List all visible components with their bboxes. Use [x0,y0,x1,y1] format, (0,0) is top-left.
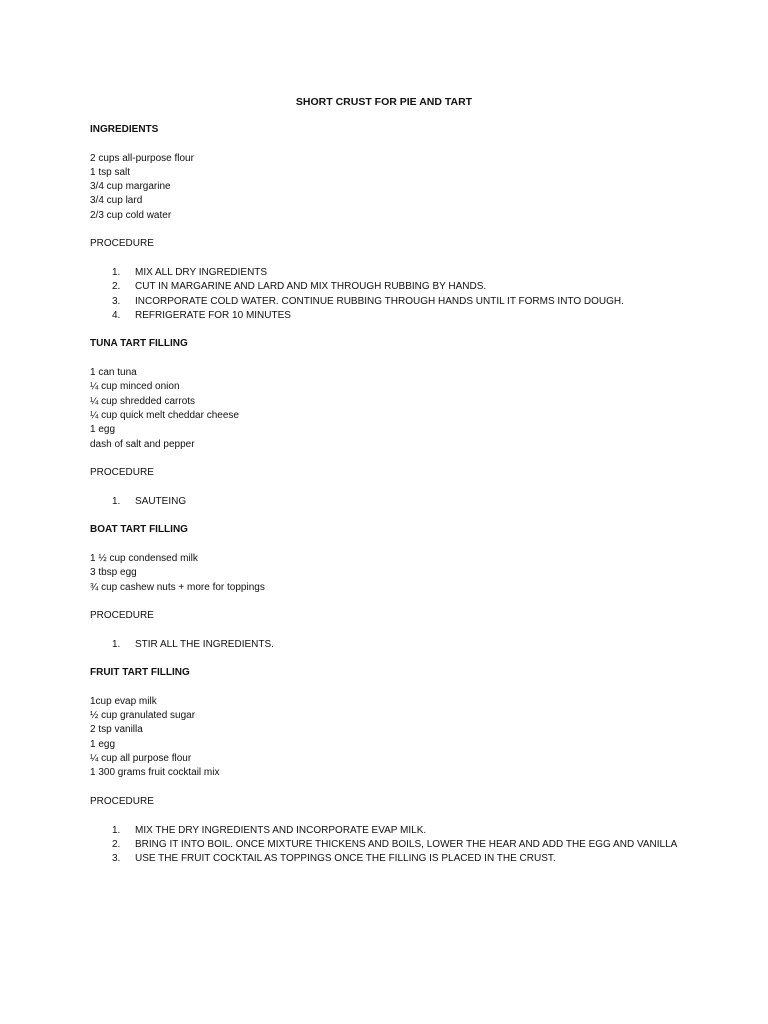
procedure-steps [90,495,690,509]
step-text: USE THE FRUIT COCKTAIL AS TOPPINGS ONCE THE FILLING IS PLACED IN THE CRUST. [135,853,556,865]
step-text: BRING IT INTO BOIL. ONCE MIXTURE THICKENS AND BOILS, LOWER THE HEAR AND ADD THE EGG AND VANILLA [135,838,678,850]
step-number: 1. [112,638,121,650]
section-heading: TUNA TART FILLING [90,338,188,350]
procedure-step [90,295,690,309]
ingredient-item: 2/3 cup cold water [90,209,172,221]
procedure-step [90,638,690,652]
procedure-step [90,852,690,866]
procedure-step [90,309,690,323]
procedure-step [90,266,690,280]
ingredient-item: ¼ cup shredded carrots [90,395,196,407]
ingredient-item: ¾ cup cashew nuts + more for toppings [90,581,265,593]
ingredient-list [90,366,690,452]
ingredient-list [90,552,690,595]
step-text: INCORPORATE COLD WATER. CONTINUE RUBBING THROUGH HANDS UNTIL IT FORMS INTO DOUGH. [135,295,624,307]
ingredient-item: 3/4 cup margarine [90,181,171,193]
ingredient-item: ¼ cup all purpose flour [90,753,192,765]
ingredient-item: 1 egg [90,424,116,436]
ingredient-item: 1 ½ cup condensed milk [90,552,198,564]
tuna-section [90,337,690,509]
document-title: SHORT CRUST FOR PIE AND TART [295,96,473,108]
crust-section [90,123,690,323]
step-text: REFRIGERATE FOR 10 MINUTES [135,309,291,321]
step-number: 4. [112,309,121,321]
ingredient-item: 1 tsp salt [90,166,131,178]
step-text: SAUTEING [135,495,187,507]
ingredient-item: ¼ cup quick melt cheddar cheese [90,409,239,421]
section-heading: FRUIT TART FILLING [90,667,190,679]
procedure-label: PROCEDURE [90,238,154,250]
step-number: 3. [112,853,121,865]
ingredient-list [90,152,690,223]
step-text: CUT IN MARGARINE AND LARD AND MIX THROUGH RUBBING BY HANDS. [135,281,487,293]
procedure-label: PROCEDURE [90,467,154,479]
ingredient-item: 2 tsp vanilla [90,724,143,736]
step-text: MIX ALL DRY INGREDIENTS [135,266,268,278]
fruit-section [90,666,690,866]
document-body [90,123,690,866]
boat-section [90,523,690,652]
ingredient-item: 1 can tuna [90,367,137,379]
step-number: 2. [112,281,121,293]
procedure-step [90,495,690,509]
step-number: 1. [112,266,121,278]
procedure-step [90,824,690,838]
ingredient-item: ¼ cup minced onion [90,381,180,393]
step-number: 1. [112,495,121,507]
ingredient-item: 3/4 cup lard [90,195,143,207]
step-text: MIX THE DRY INGREDIENTS AND INCORPORATE EVAP MILK. [135,824,427,836]
step-number: 3. [112,295,121,307]
procedure-steps [90,824,690,867]
ingredient-item: 1cup evap milk [90,695,157,707]
ingredient-item: dash of salt and pepper [90,438,195,450]
section-heading: INGREDIENTS [90,124,159,135]
step-number: 2. [112,838,121,850]
procedure-label: PROCEDURE [90,795,154,807]
procedure-steps [90,266,690,323]
ingredient-item: 3 tbsp egg [90,567,137,579]
ingredient-item: 2 cups all-purpose flour [90,152,194,164]
ingredient-item: ½ cup granulated sugar [90,710,196,722]
section-heading: BOAT TART FILLING [90,524,188,536]
procedure-step [90,280,690,294]
procedure-label: PROCEDURE [90,610,154,622]
ingredient-list [90,695,690,781]
procedure-steps [90,638,690,652]
step-text: STIR ALL THE INGREDIENTS. [135,638,274,650]
ingredient-item: 1 300 grams fruit cocktail mix [90,767,220,779]
procedure-step [90,838,690,852]
step-number: 1. [112,824,121,836]
ingredient-item: 1 egg [90,738,116,750]
